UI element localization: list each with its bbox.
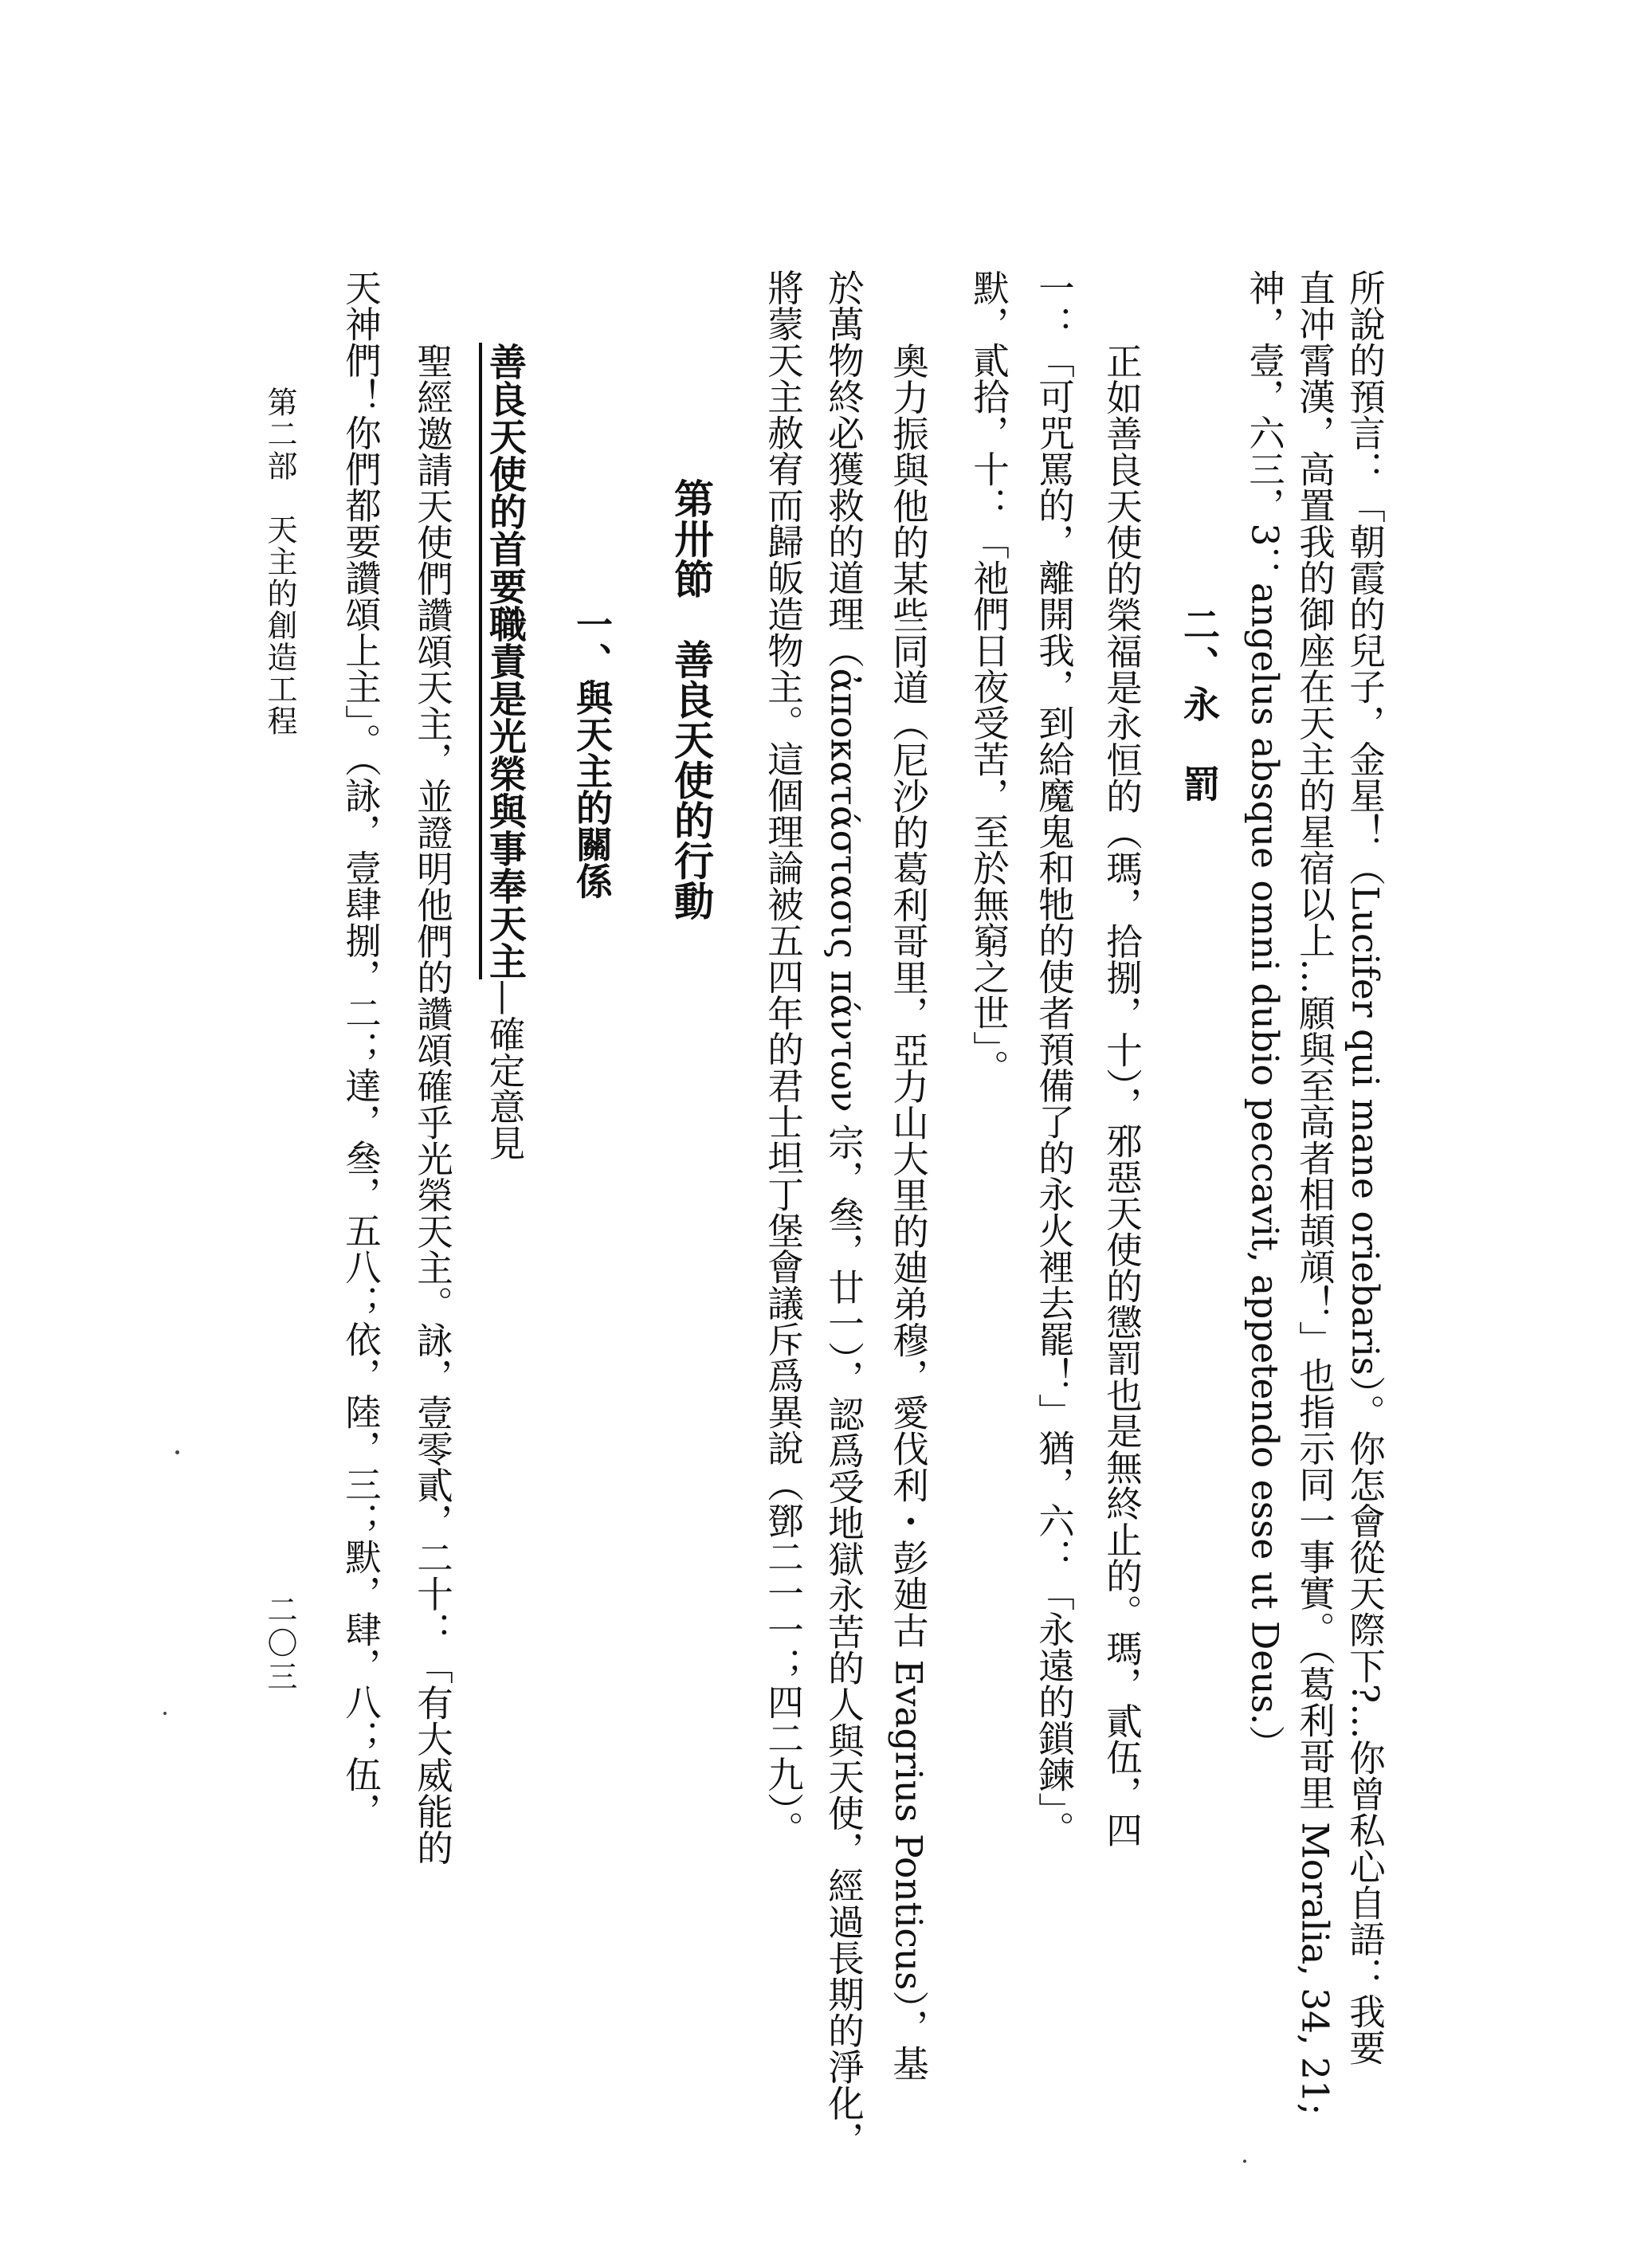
text-column-7: 默，貳拾，十：「祂們日夜受苦，至於無窮之世」。 [967, 269, 1010, 1085]
scan-speck [175, 1450, 179, 1454]
section-subheading-eternal-punishment: 二、永 罰 [1178, 606, 1221, 805]
text-column-8: 奧力振與他的某些同道（尼沙的葛利哥里，亞力山大里的廸弟穆，愛伐利・彭廸古 Evagrius Ponticus），基 [887, 343, 930, 2082]
text-column-9: 於萬物終必獲救的道理（ἀποκατάστασις πάντων 宗，叄，廿一），認爲受地獄永苦的人與天使，經過長期的淨化， [822, 269, 865, 2157]
text-column-3: 神，壹，六三，3：angelus absque omni dubio peccavit, appetendo esse ut Deus.） [1243, 269, 1286, 1761]
running-footer: 第二部 天主的創造工程 [262, 387, 297, 737]
text-column-6: 一：「可咒罵的，離開我，到給魔鬼和牠的使者預備了的永火裡去罷！」猶，六：「永遠的鎖鍊」。 [1033, 269, 1076, 1847]
text-column-14: 聖經邀請天使們讚頌天主，並證明他們的讚頌確乎光榮天主。詠，壹零貳，二十：「有大威能的 [411, 343, 454, 1866]
section-heading-30: 第卅節 善良天使的行動 [668, 478, 715, 921]
text-column-15: 天神們！你們都要讚頌上主」。（詠，壹肆捌，二；達，叄，五八；依，陸，三；默，肆，八；伍， [339, 269, 382, 1829]
scan-speck [1243, 2160, 1246, 2163]
text-column-5: 正如善良天使的榮福是永恒的（瑪，拾捌，十），邪惡天使的懲罰也是無終止的。瑪，貳伍，四 [1100, 343, 1144, 1848]
thesis-statement: 善良天使的首要職責是光榮與事奉天主 [483, 343, 527, 979]
page-number: 二〇三 [262, 1594, 297, 1694]
subsection-heading-relation-to-god: 一、與天主的關係 [571, 606, 614, 899]
text-column-10: 將蒙天主赦宥而歸皈造物主。這個理論被五四年的君士坦丁堡會議斥爲異說（鄧二一一；四二九）。 [762, 269, 805, 1847]
text-column-2: 直冲霄漢，高置我的御座在天主的星宿以上…願與至高者相頡頏！」也指示同一事實。（葛利哥里 Moralia, 34, 21; [1293, 269, 1336, 2116]
scan-speck [163, 1712, 167, 1715]
thesis-line [483, 343, 527, 1161]
theological-note: —確定意見 [484, 979, 526, 1161]
text-column-1: 所說的預言：「朝霞的兒子，金星！（Lucifer qui mane oriebaris）。你怎會從天際下?…你曾私心自語：我要 [1344, 269, 1387, 2066]
